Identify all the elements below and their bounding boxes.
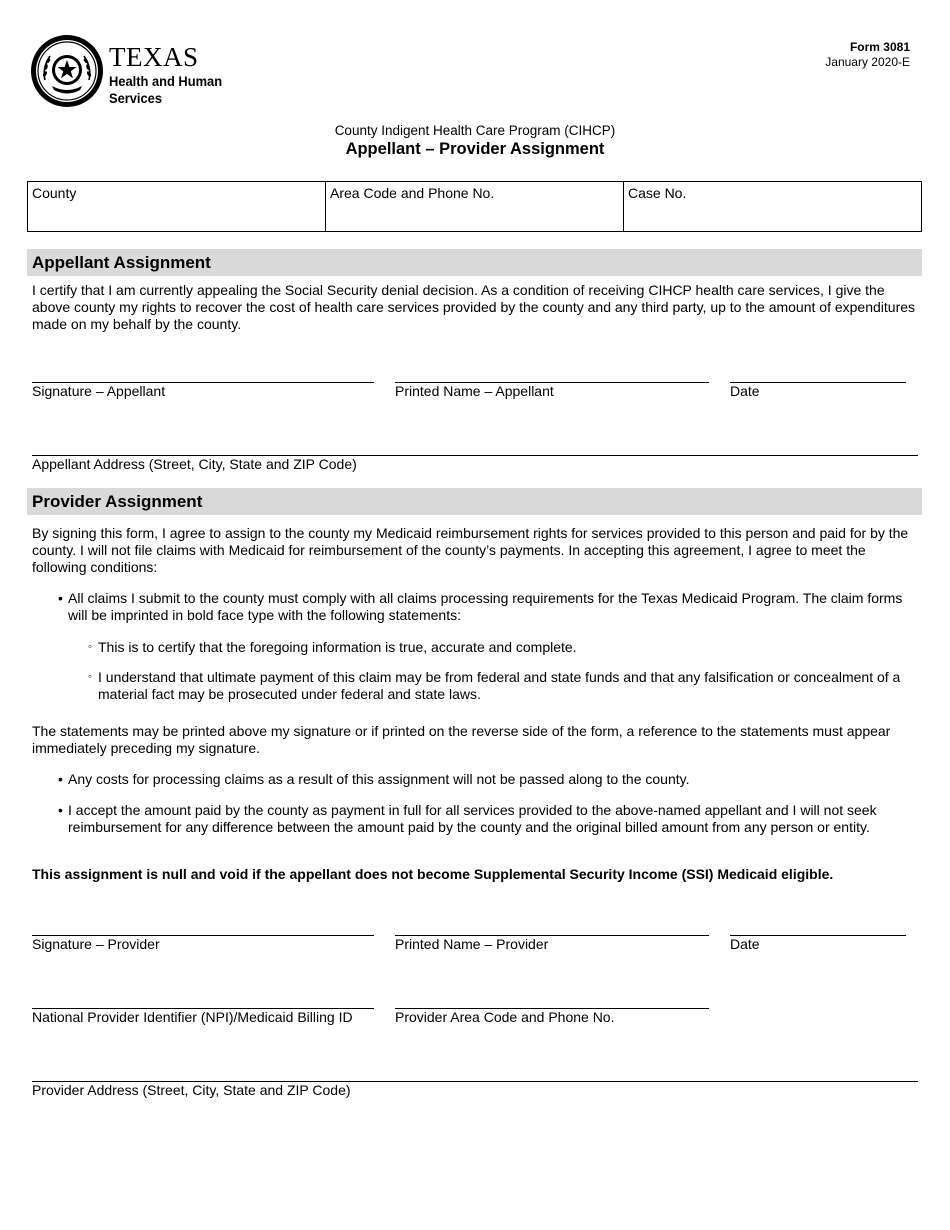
appellant-signature-field[interactable]: [32, 382, 374, 399]
provider-npi-label: National Provider Identifier (NPI)/Medicaid Billing ID: [32, 1009, 353, 1025]
logo-line-1: Health and Human: [109, 73, 223, 89]
provider-statement-1: [88, 639, 918, 656]
case-number-field[interactable]: [624, 182, 921, 231]
provider-phone-label: Provider Area Code and Phone No.: [395, 1009, 615, 1025]
form-title: Appellant – Provider Assignment: [345, 140, 605, 158]
bullet-marker: •: [58, 590, 63, 606]
provider-condition-2-text: Any costs for processing claims as a result of this assignment will not be passed along to the county.: [68, 771, 690, 787]
form-date: January 2020-E: [825, 55, 910, 69]
provider-npi-field[interactable]: [32, 1008, 374, 1025]
program-name: County Indigent Health Care Program (CIHCP): [334, 123, 616, 138]
appellant-signature-label: Signature – Appellant: [32, 383, 166, 399]
provider-date-label: Date: [730, 936, 760, 952]
appellant-section-heading: Appellant Assignment: [27, 249, 922, 276]
provider-section-heading: Provider Assignment: [27, 488, 922, 515]
bullet-marker: •: [58, 771, 63, 787]
provider-condition-1-text: All claims I submit to the county must comply with all claims processing requirements for the Texas Medicaid Program. The claim forms will be imprinted in bold face type with the following statements:: [68, 590, 903, 623]
provider-date-field[interactable]: [730, 935, 906, 952]
appellant-date-label: Date: [730, 383, 760, 399]
provider-statement-2: [88, 669, 906, 703]
provider-address-field[interactable]: [32, 1081, 918, 1098]
provider-address-label: Provider Address (Street, City, State and ZIP Code): [32, 1082, 351, 1098]
provider-statement-1-text: This is to certify that the foregoing information is true, accurate and complete.: [98, 639, 577, 655]
provider-condition-3: [58, 802, 918, 836]
form-titles: [0, 123, 950, 159]
provider-statement-2-text: I understand that ultimate payment of this claim may be from federal and state funds and that any falsification or concealment of a material fact may be prosecuted under federal and state laws.: [98, 669, 901, 702]
statements-placement-text: The statements may be printed above my signature or if printed on the reverse side of the form, a reference to the statements must appear immediately preceding my signature.: [32, 723, 891, 756]
hhs-wordmark: [109, 44, 232, 107]
provider-condition-3-text: I accept the amount paid by the county as payment in full for all services provided to the above-named appellant and I will not seek reimbursement for any difference between the amount paid by the county and the original billed amount from any person or entity.: [68, 802, 877, 835]
form-number: Form 3081: [849, 40, 910, 54]
logo-title: TEXAS: [109, 42, 199, 72]
sub-bullet-marker: ◦: [88, 671, 92, 683]
county-label: County: [32, 185, 77, 201]
appellant-date-field[interactable]: [730, 382, 906, 399]
provider-condition-1: [58, 590, 918, 624]
appellant-printed-name-label: Printed Name – Appellant: [395, 383, 554, 399]
bullet-marker: •: [58, 802, 63, 818]
provider-printed-name-label: Printed Name – Provider: [395, 936, 549, 952]
phone-label: Area Code and Phone No.: [330, 185, 495, 201]
provider-signature-field[interactable]: [32, 935, 374, 952]
hhs-seal-logo: [30, 34, 104, 108]
county-field[interactable]: [28, 182, 326, 231]
appellant-certification-text: I certify that I am currently appealing the Social Security denial decision. As a condition of receiving CIHCP health care services, I give the above county my rights to recover the cost of health care services provided by the county and any third party, up to the amount of expenditures made on my behalf by the county.: [32, 282, 916, 332]
provider-signature-label: Signature – Provider: [32, 936, 160, 952]
provider-printed-name-field[interactable]: [395, 935, 709, 952]
logo-line-2: Services: [109, 90, 163, 106]
appellant-printed-name-field[interactable]: [395, 382, 709, 399]
provider-intro-text: By signing this form, I agree to assign to the county my Medicaid reimbursement rights for services provided to this person and paid for by the county. I will not file claims with Medicaid for reimbursement of the county’s payments. In accepting this agreement, I agree to meet the following conditions:: [32, 525, 909, 575]
appellant-address-label: Appellant Address (Street, City, State and ZIP Code): [32, 456, 357, 472]
provider-condition-2: [58, 771, 918, 788]
appellant-address-field[interactable]: [32, 455, 918, 472]
case-number-label: Case No.: [628, 185, 687, 201]
null-void-note: This assignment is null and void if the appellant does not become Supplemental Security Income (SSI) Medicaid eligible.: [32, 866, 834, 882]
sub-bullet-marker: ◦: [88, 641, 92, 653]
provider-phone-field[interactable]: [395, 1008, 709, 1025]
phone-field[interactable]: [326, 182, 624, 231]
header-fields-table: [27, 181, 922, 232]
form-meta: [825, 40, 910, 70]
